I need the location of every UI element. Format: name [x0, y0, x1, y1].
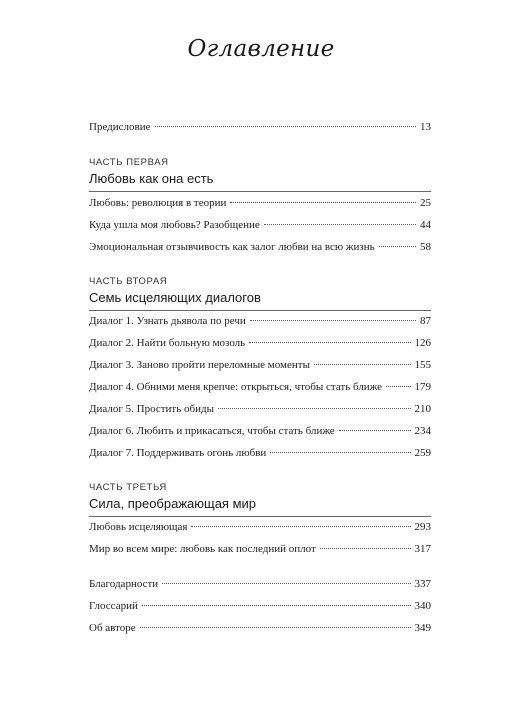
toc-entry-label: Диалог 5. Простить обиды: [89, 403, 214, 415]
toc-entry-label: Предисловие: [89, 121, 151, 133]
toc-entry-label: Об авторе: [89, 622, 136, 634]
toc-entry-label: Благодарности: [89, 578, 159, 590]
section-rule: [89, 516, 431, 517]
toc-entry-preface[interactable]: [89, 121, 431, 135]
page-title: Оглавление: [187, 36, 335, 62]
toc-entry-label: Любовь исцеляющая: [89, 521, 188, 533]
toc-entry-page: 349: [414, 622, 431, 634]
toc-entry-page: 293: [414, 521, 431, 533]
toc-entry[interactable]: [89, 337, 431, 351]
toc-entry-page: 155: [414, 359, 431, 371]
toc-entry-label: Диалог 7. Поддерживать огонь любви: [89, 447, 267, 459]
toc-entry[interactable]: [89, 403, 431, 417]
toc-entry-page: 126: [414, 337, 431, 349]
toc-entry-page: 44: [420, 219, 431, 231]
toc-entry-page: 210: [414, 403, 431, 415]
toc-entry[interactable]: [89, 447, 431, 461]
part-label: ЧАСТЬ ТРЕТЬЯ: [89, 482, 167, 493]
dot-leader: [314, 363, 411, 365]
dot-leader: [249, 341, 410, 343]
toc-entry-page: 87: [420, 315, 431, 327]
dot-leader: [162, 582, 410, 584]
toc-entry-page: 317: [414, 543, 431, 555]
toc-entry-page: 25: [420, 197, 431, 209]
dot-leader: [386, 385, 410, 387]
toc-entry-label: Диалог 4. Обними меня крепче: открыться, чтобы стать ближе: [89, 381, 383, 393]
dot-leader: [218, 407, 411, 409]
part-title: Сила, преображающая мир: [89, 496, 257, 511]
toc-entry[interactable]: [89, 197, 431, 211]
toc-entry[interactable]: [89, 600, 431, 614]
part-title: Любовь как она есть: [89, 171, 214, 186]
toc-entry[interactable]: [89, 425, 431, 439]
dot-leader: [250, 319, 416, 321]
toc-entry[interactable]: [89, 241, 431, 255]
toc-entry-label: Диалог 1. Узнать дьявола по речи: [89, 315, 246, 327]
toc-entry-label: Диалог 6. Любить и прикасаться, чтобы стать ближе: [89, 425, 335, 437]
toc-entry[interactable]: [89, 219, 431, 233]
toc-entry-page: 13: [420, 121, 431, 133]
dot-leader: [140, 626, 411, 628]
toc-entry[interactable]: [89, 381, 431, 395]
toc-entry[interactable]: [89, 622, 431, 636]
dot-leader: [264, 223, 416, 225]
toc-entry[interactable]: [89, 543, 431, 557]
toc-entry-page: 337: [414, 578, 431, 590]
dot-leader: [230, 201, 416, 203]
toc-entry-label: Куда ушла моя любовь? Разобщение: [89, 219, 260, 231]
toc-entry[interactable]: [89, 521, 431, 535]
dot-leader: [379, 245, 416, 247]
dot-leader: [191, 525, 410, 527]
toc-entry[interactable]: [89, 578, 431, 592]
toc-entry-label: Диалог 2. Найти больную мозоль: [89, 337, 246, 349]
part-label: ЧАСТЬ ПЕРВАЯ: [89, 157, 169, 168]
part-title: Семь исцеляющих диалогов: [89, 290, 261, 305]
toc-entry-page: 179: [414, 381, 431, 393]
dot-leader: [142, 604, 411, 606]
dot-leader: [270, 451, 410, 453]
toc-entry-label: Любовь: революция в теории: [89, 197, 227, 209]
toc-entry[interactable]: [89, 315, 431, 329]
section-rule: [89, 310, 431, 311]
toc-entry-page: 340: [414, 600, 431, 612]
section-rule: [89, 191, 431, 192]
toc-entry-label: Мир во всем мире: любовь как последний оплот: [89, 543, 316, 555]
toc-entry-label: Эмоциональная отзывчивость как залог любви на всю жизнь: [89, 241, 375, 253]
toc-entry[interactable]: [89, 359, 431, 373]
toc-entry-page: 259: [414, 447, 431, 459]
dot-leader: [339, 429, 411, 431]
toc-entry-label: Диалог 3. Заново пройти переломные моменты: [89, 359, 310, 371]
toc-entry-page: 234: [414, 425, 431, 437]
part-label: ЧАСТЬ ВТОРАЯ: [89, 276, 168, 287]
dot-leader: [320, 547, 411, 549]
toc-entry-label: Глоссарий: [89, 600, 138, 612]
toc-entry-page: 58: [420, 241, 431, 253]
dot-leader: [155, 125, 417, 127]
